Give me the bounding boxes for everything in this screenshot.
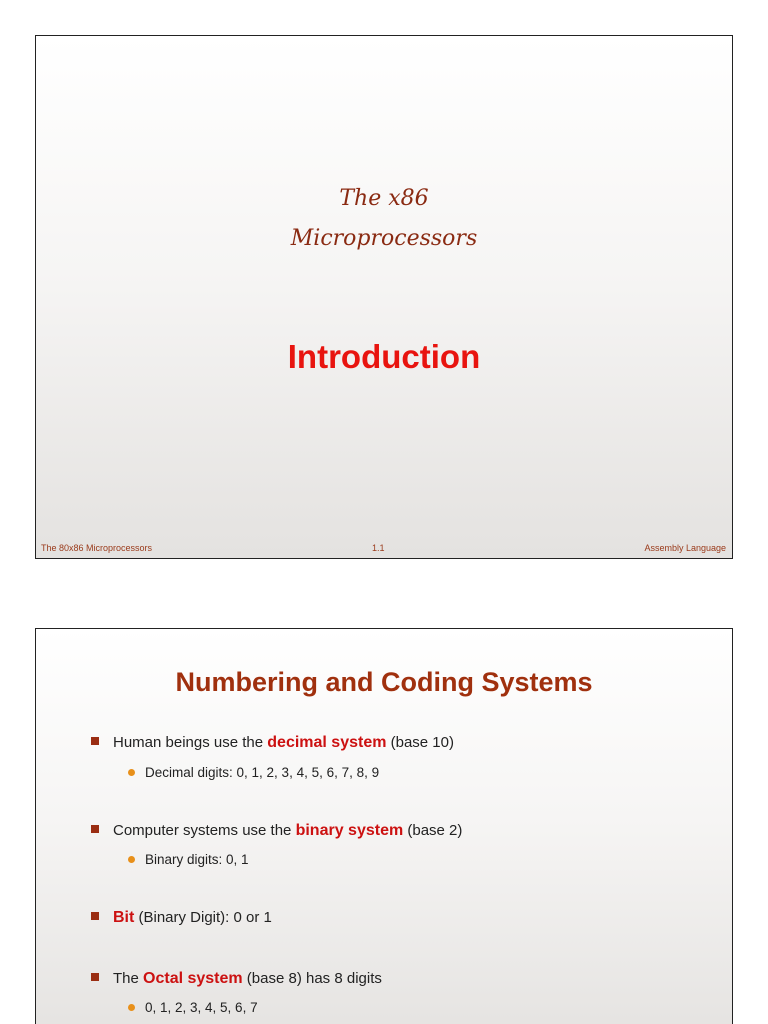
bullet-highlight: Bit [113, 909, 135, 926]
slide-2 [35, 628, 733, 1024]
slide-title-line-2: Microprocessors [290, 226, 478, 251]
slide-1 [35, 35, 733, 559]
bullet-suffix: (base 2) [403, 822, 463, 839]
round-bullet-icon [128, 769, 135, 776]
bullet-item [91, 822, 462, 840]
square-bullet-icon [91, 825, 99, 833]
square-bullet-icon [91, 912, 99, 920]
square-bullet-icon [91, 973, 99, 981]
sub-bullet-text: Binary digits: 0, 1 [145, 852, 249, 867]
bullet-highlight: binary system [295, 822, 404, 839]
sub-bullet-item [128, 852, 249, 867]
square-bullet-icon [91, 737, 99, 745]
round-bullet-icon [128, 1004, 135, 1011]
slide-heading: Introduction [287, 338, 481, 375]
sub-bullet-text: Decimal digits: 0, 1, 2, 3, 4, 5, 6, 7, 8, 9 [145, 765, 380, 780]
bullet-prefix: Computer systems use the [113, 822, 296, 839]
bullet-item [91, 970, 382, 988]
bullet-suffix: (base 8) has 8 digits [242, 970, 382, 987]
bullet-prefix: Human beings use the [113, 734, 268, 751]
footer-left: The 80x86 Microprocessors [41, 543, 153, 553]
bullet-item [91, 909, 272, 927]
sub-bullet-item [128, 1000, 258, 1015]
slide-title: Numbering and Coding Systems [175, 667, 593, 697]
bullet-prefix: The [113, 970, 144, 987]
round-bullet-icon [128, 856, 135, 863]
bullet-highlight: decimal system [267, 734, 387, 751]
sub-bullet-text: 0, 1, 2, 3, 4, 5, 6, 7 [145, 1000, 258, 1015]
footer-page-number: 1.1 [372, 543, 385, 553]
sub-bullet-item [128, 765, 379, 780]
bullet-highlight: Octal system [143, 970, 243, 987]
bullet-suffix: (base 10) [386, 734, 454, 751]
bullet-suffix: (Binary Digit): 0 or 1 [134, 909, 272, 926]
footer-right: Assembly Language [644, 543, 726, 553]
bullet-item [91, 734, 454, 752]
slide-title-line-1: The x86 [339, 186, 429, 211]
